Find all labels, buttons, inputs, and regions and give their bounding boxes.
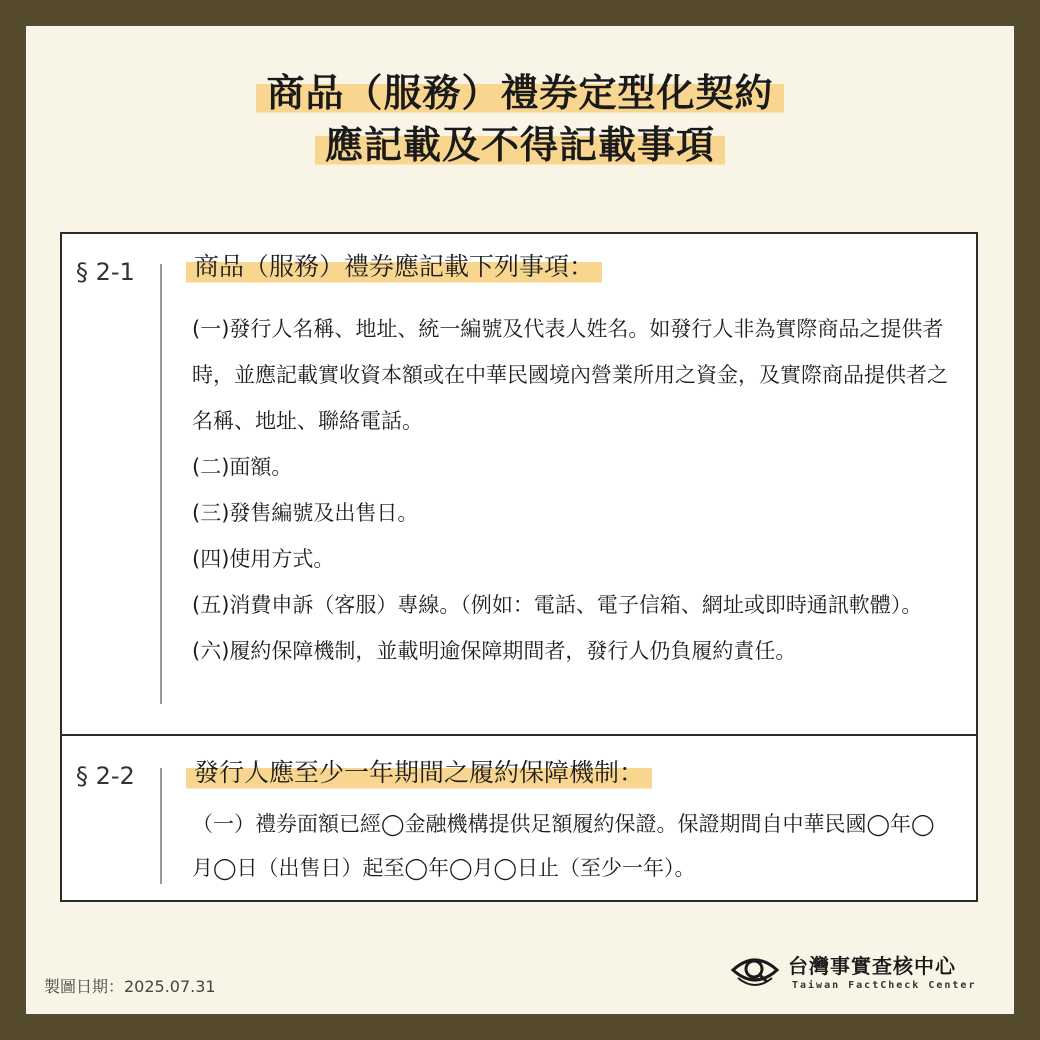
section-divider bbox=[160, 264, 162, 704]
title-line-1: 商品（服務）禮券定型化契約 bbox=[256, 70, 783, 116]
section-number: § 2-2 bbox=[76, 762, 135, 790]
poster bbox=[26, 26, 1014, 1014]
footer-date: 製圖日期：2025.07.31 bbox=[44, 977, 216, 996]
section-divider bbox=[160, 768, 162, 884]
section-2-2 bbox=[62, 734, 976, 902]
title-line-2: 應記載及不得記載事項 bbox=[315, 122, 725, 168]
section-body bbox=[186, 306, 954, 674]
eye-magnifier-icon bbox=[730, 948, 780, 992]
logo-name: 台灣事實查核中心 bbox=[788, 954, 956, 978]
section-heading: 商品（服務）禮券應記載下列事項： bbox=[186, 250, 602, 284]
list-item: (六)履約保障機制，並載明逾保障期間者，發行人仍負履約責任。 bbox=[192, 639, 797, 663]
list-item: (一)發行人名稱、地址、統一編號及代表人姓名。如發行人非為實際商品之提供者時，並應記載實收資本額或在中華民國境內營業所用之資金，及實際商品提供者之名稱、地址、聯絡電話。 bbox=[192, 317, 948, 433]
list-item: (二)面額。 bbox=[192, 455, 293, 479]
list-item: （一）禮券面額已經◯金融機構提供足額履約保證。保證期間自中華民國◯年◯月◯日（出售日）起至◯年◯月◯日止（至少一年）。 bbox=[192, 812, 935, 880]
section-2-1 bbox=[62, 234, 976, 736]
content-box bbox=[60, 232, 978, 902]
list-item: (四)使用方式。 bbox=[192, 547, 335, 571]
section-number: § 2-1 bbox=[76, 258, 135, 286]
logo-english-name: Taiwan FactCheck Center bbox=[792, 980, 977, 991]
section-heading: 發行人應至少一年期間之履約保障機制： bbox=[186, 756, 652, 790]
list-item: (五)消費申訴（客服）專線。（例如：電話、電子信箱、網址或即時通訊軟體）。 bbox=[192, 593, 923, 617]
title bbox=[26, 70, 1014, 168]
section-body bbox=[186, 802, 954, 890]
logo bbox=[730, 946, 990, 1002]
list-item: (三)發售編號及出售日。 bbox=[192, 501, 419, 525]
